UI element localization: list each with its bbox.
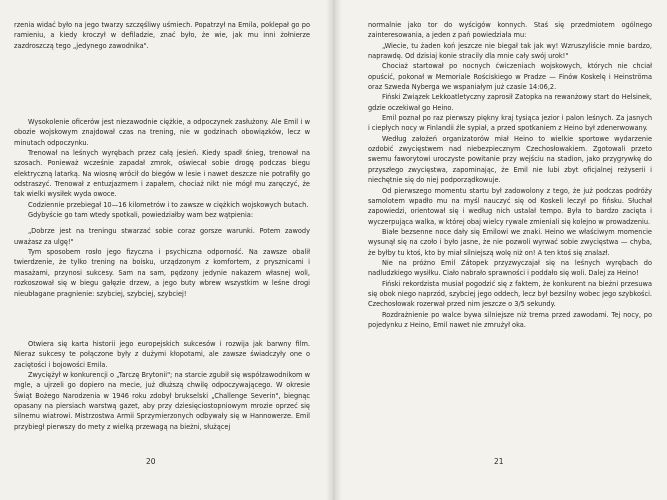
paragraph: „Wiecie, tu żaden koń jeszcze nie biegał tak jak wy! Wzruszyliście mnie bardzo, naprawdę. Od dzisiaj konie stracily dla mnie cały swój urok!" bbox=[368, 41, 652, 61]
paragraph: Chociaż startował po nocnych ćwiczeniach wojskowych, których nie chciał opuścić, pokonał w Memoriale Rościskiego w Pradze — Finów Koskelę i Heinströma oraz Szweda Nyberga we wspaniałym już czasie 14:06,2. bbox=[368, 62, 652, 92]
left-text-block-middle bbox=[14, 117, 310, 299]
paragraph: Trenował na leśnych wyrębach przez całą jesień. Kiedy spadł śnieg, trenował na szosach. Ponieważ wcześnie zapadał zmrok, oświecał sobie drogę podczas biegu elektryczną latarką. Na wiosnę wrócił do biegów w lesie i nawet deszcze nie potrafiły go odstraszyć. Trenował z entuzjazmem i zapałem, chociaż nikt nie mógł mu zaręczyć, że tak wielki wysiłek wyda owoce. bbox=[14, 149, 310, 199]
left-page bbox=[0, 0, 333, 500]
right-text-block bbox=[368, 20, 652, 330]
quote-paragraph: „Dobrze jest na treningu stwarzać sobie coraz gorsze warunki. Potem zawody uważasz za ulgę!" bbox=[14, 227, 310, 246]
paragraph: Rozdrażnienie po walce bywa silniejsze niż trema przed zawodami. Tej nocy, po pojedynku z Heino, Emil nawet nie zmrużył oka. bbox=[368, 310, 652, 329]
paragraph: Fiński rekordzista musiał pogodzić się z faktem, że konkurent na bieżni przesuwa się obok niego naprzód, szybciej jego oddech, lecz był bezsilny wobec jego szybkości. Czechosłowak rozerwał przed nim jeszcze o 3/5 sekundy. bbox=[368, 279, 652, 309]
paragraph: normalnie jako tor do wyścigów konnych. Staś się przedmiotem ogólnego zainteresowania, a jeden z pań powiedziała mu: bbox=[368, 21, 652, 40]
paragraph: Tym sposobem rosło jego fizyczna i psychiczna odporność. Na zawsze obalił twierdzenie, że tylko trening na boisku, urządzonym z komfortem, z prysznicami i masażami, przynosi sukcesy. Sam na sam, pędzony jedynie nakazem własnej woli, rozkoszował się w biegu gałęzie drzew, a jego buty wbrew wszystkim w leśne drogi nieubłagane pragnienie: szybciej, szybciej, szybciej! bbox=[14, 248, 310, 298]
paragraph: Emil poznał po raz pierwszy piękny kraj tysiąca jezior i palon leśnych. Za jasnych i ciepłych nocy w Finlandii źle sypiał, a przed spotkaniem z Heino był zdenerwowany. bbox=[368, 114, 652, 133]
paragraph: Codziennie przebiegał 10—16 kilometrów i to zawsze w ciężkich wojskowych butach. bbox=[28, 200, 309, 209]
left-text-block-bottom bbox=[14, 339, 310, 432]
page-number-left: 20 bbox=[146, 457, 156, 466]
page-number-right: 21 bbox=[494, 457, 504, 466]
paragraph: rzenia widać było na jego twarzy szczęśliwy uśmiech. Popatrzył na Emila, poklepał go po ramieniu, a kiedy kroczył w defiladzie, znać było, że wie, jak mu inni żołnierze zazdroszczą tego „jedynego zawodnika". bbox=[14, 21, 310, 50]
paragraph: Otwiera się karta historii jego europejskich sukcesów i rozwija jak barwny film. Nieraz sukcesy te połączone były z dużymi kłopotami, ale zawsze świadczyły one o zaciętości i bojowości Emila. bbox=[14, 340, 310, 369]
paragraph: Zwyciężył w konkurencji o „Tarczę Brytonii"; na starcie zgubił się współzawodnikom w mgle, a ujrzeli go dopiero na mecie, już dłuższą chwilę odpoczywającego. W okresie Świąt Bożego Narodzenia w 1946 roku zdobył brukselski „Challenge Severin", biegnąc opasany na piersiach warstwą gazet, aby przy dziesięciostopniowym mrozie oprzeć się silnemu wiatrowi. Mistrzostwa Armii Sprzymierzonych odbywały się w Hannowerze. Emil przybiegł pierwszy do mety z wielką przewagą na bieżni, służącej bbox=[14, 371, 310, 431]
left-text-block-top bbox=[14, 20, 310, 51]
paragraph: Od pierwszego momentu startu był zadowolony z tego, że już podczas podróży samolotem wpadło mu na myśl nauczyć się od Koskeli leczył po fińsku. Słuchał zapowiedzi, orientował się i według nich ustalał tempo. Była to bardzo zacięta i wyczerpująca walka, w której obaj wielcy rywale zmieniali się kolejno w prowadzeniu. bbox=[368, 186, 652, 226]
paragraph: Gdybyście go tam wtedy spotkali, powiedziałby wam bez wątpienia: bbox=[28, 211, 254, 220]
right-page bbox=[334, 0, 667, 500]
paragraph: Nie na próżno Emil Zátopek przyzwyczajał się na leśnych wyrębach do nadludzkiego wysiłku. Ciało nabrało sprawności i poddało się woli. Dalej za Heino! bbox=[368, 258, 652, 278]
paragraph: Białe bezsenne noce dały się Emilowi we znaki. Heino we właściwym momencie wysunął się na czoło i było jasne, że nie pozwoli wyrwać sobie zwycięstwa — chyba, że byłby tu ktoś, kto by miał silniejszą wolę niż on! A ten ktoś się znalazł. bbox=[368, 227, 652, 257]
book-gutter bbox=[326, 0, 342, 500]
paragraph: Wysokolenie oficerów jest niezawodnie ciężkie, a odpoczynek zasłużony. Ale Emil i w obozie wojskowym znajdował czas na trening, nie w godzinach obowiązków, lecz w minutach odpoczynku. bbox=[14, 118, 310, 147]
paragraph: Fiński Związek Lekkoatletyczny zaprosił Zatopka na rewanżowy start do Helsinek, gdzie oczekiwał go Heino. bbox=[368, 93, 652, 112]
paragraph: Według założeń organizatorów miał Heino to wielkie sportowe wydarzenie ozdobić zwycięstwem nad niebezpiecznym Czechosłowakiem. Zgotowali przeto swemu faworytowi uroczyste powitanie przy wejściu na stadion, jako przygrywkę do przyszłego zwycięstwa, zapominając, że Emil nie lubi zbyt oficjalnej reżyserii i niechętnie się do niej podporządkowuje. bbox=[368, 134, 652, 185]
